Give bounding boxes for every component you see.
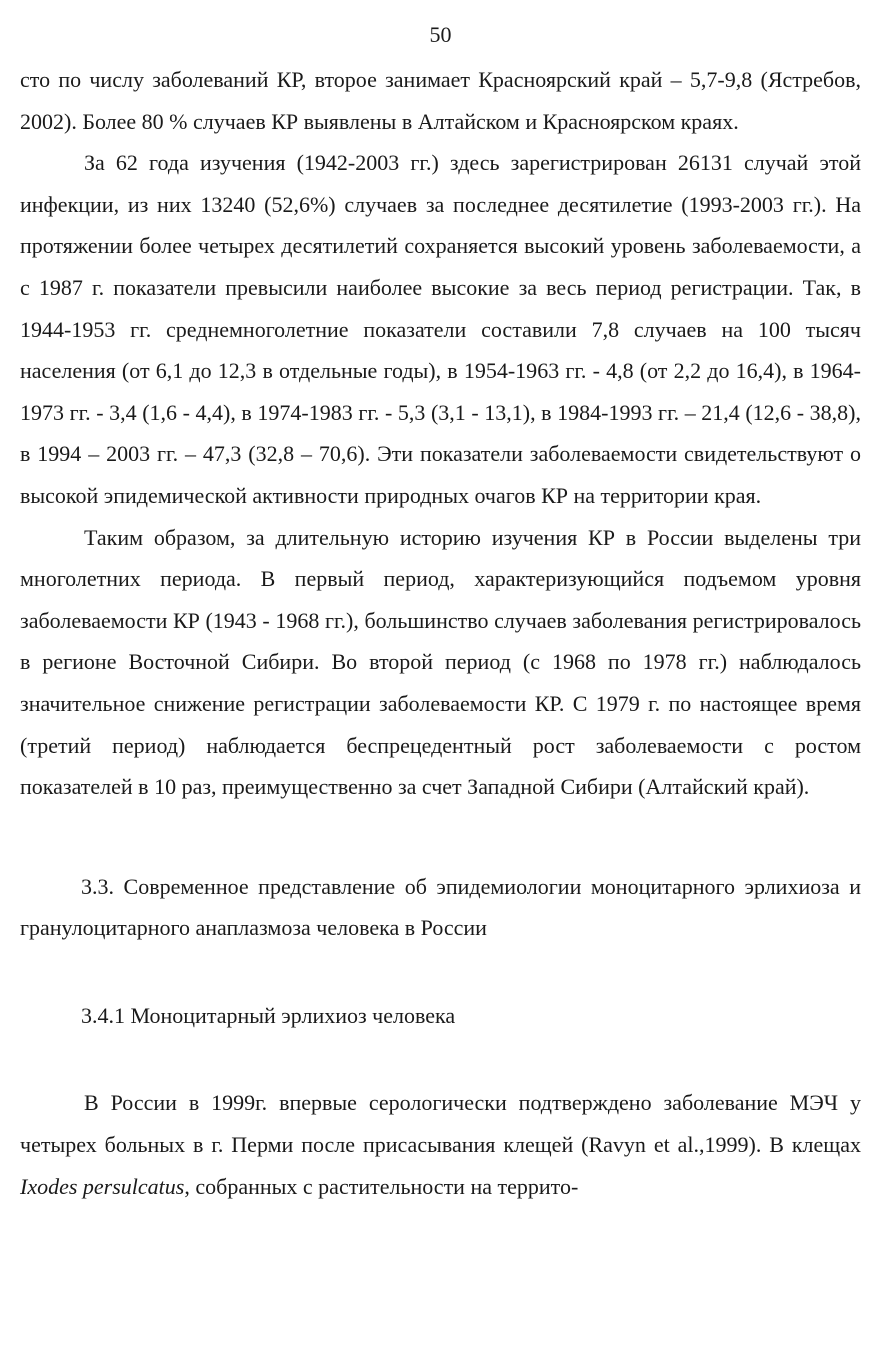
paragraph-4-text-end: , собранных с растительности на террито- <box>184 1173 579 1199</box>
paragraph-2: За 62 года изучения (1942-2003 гг.) здесь зарегистрирован 26131 случай этой инфекции, из них 13240 (52,6%) случаев за последнее десятилетие (1993-2003 гг.). На протяжении более четырех десятилетий сохраняется высокий уровень заболеваемости, а с 1987 г. показатели превысили наиболее высокие за весь период регистрации. Так, в 1944-1953 гг. среднемноголетние показатели составили 7,8 случаев на 100 тысяч населения (от 6,1 до 12,3 в отдельные годы), в 1954-1963 гг. - 4,8 (от 2,2 до 16,4), в 1964-1973 гг. - 3,4 (1,6 - 4,4), в 1974-1983 гг. - 5,3 (3,1 - 13,1), в 1984-1993 гг. – 21,4 (12,6 - 38,8), в 1994 – 2003 гг. – 47,3 (32,8 – 70,6). Эти показатели заболеваемости свидетельствуют о высокой эпидемической активности природных очагов КР на территории края. <box>20 150 861 508</box>
paragraph-4-text-start: В России в 1999г. впервые серологически подтверждено заболевание МЭЧ у четырех больных в г. Перми после присасывания клещей (Ravyn et al.,1999). В клещах <box>20 1090 861 1158</box>
section-heading-3-3: 3.3. Современное представление об эпидемиологии моноцитарного эрлихиоза и гранулоцитарного анаплазмоза человека в России <box>20 873 861 941</box>
paragraph-3: Таким образом, за длительную историю изучения КР в России выделены три многолетних периода. В первый период, характеризующийся подъемом уровня заболеваемости КР (1943 - 1968 гг.), большинство случаев заболевания регистрировалось в регионе Восточной Сибири. Во второй период (с 1968 по 1978 гг.) наблюдалось значительное снижение регистрации заболеваемости КР. С 1979 г. по настоящее время (третий период) наблюдается беспрецедентный рост заболеваемости с ростом показателей в 10 раз, преимущественно за счет Западной Сибири (Алтайский край). <box>20 524 861 800</box>
species-name-italic: Ixodes persulcatus <box>20 1173 185 1199</box>
spacer <box>20 1036 861 1082</box>
document-body <box>20 59 861 1207</box>
page-number: 50 <box>429 22 452 47</box>
section-heading-3-4-1: 3.4.1 Моноцитарный эрлихиоз человека <box>81 1002 456 1028</box>
spacer <box>20 949 861 995</box>
paragraph-4 <box>20 1082 861 1207</box>
paragraph-1: сто по числу заболеваний КР, второе занимает Красноярский край – 5,7-9,8 (Ястребов, 2002). Более 80 % случаев КР выявлены в Алтайском и Красноярском краях. <box>20 67 861 134</box>
spacer <box>20 808 861 866</box>
